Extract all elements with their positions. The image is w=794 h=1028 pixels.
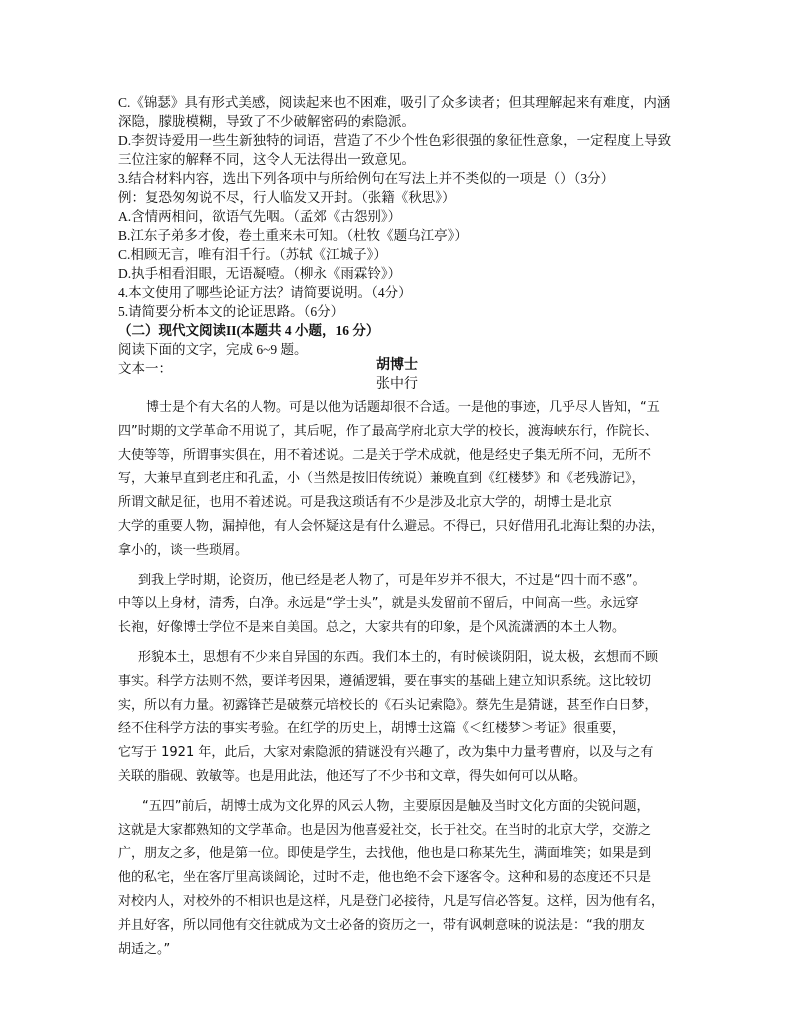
article-line: 他的私宅，坐在客厅里高谈阔论，过时不走，他也绝不会下逐客令。这种和易的态度还不只是 bbox=[118, 870, 652, 886]
article-line: 胡适之。” bbox=[118, 941, 171, 957]
article-line: 四”时期的文学革命不用说了，其后呢，作了最高学府北京大学的校长，渡海峡东行，作院长、 bbox=[118, 423, 658, 439]
question-line: 深隐，朦胧模糊，导致了不少破解密码的索隐派。 bbox=[118, 114, 415, 129]
article-line: 形貌本土，思想有不少来自异国的东西。我们本土的，有时候谈阴阳，说太极，玄想而不顾 bbox=[138, 649, 659, 665]
article-line: 经不住科学方法的事实考验。在红学的历史上，胡博士这篇《＜红楼梦＞考证》很重要， bbox=[118, 721, 626, 737]
article-line: 这就是大家都熟知的文学革命。也是因为他喜爱社交，长于社交。在当时的北京大学，交游之 bbox=[118, 822, 652, 838]
question-line: 3.结合材料内容，选出下列各项中与所给例句在写法上并不类似的一项是（）（3分） bbox=[118, 171, 615, 186]
article-line: 大使等等，所谓事实俱在，用不着述说。二是关于学术成就，他是经史子集无所不问，无所不 bbox=[118, 447, 652, 463]
question-line: B.江东子弟多才俊，卷土重来未可知。（杜牧《题乌江亭》） bbox=[118, 228, 468, 243]
question-line: 例：复恐匆匆说不尽，行人临发又开封。（张籍《秋思》） bbox=[118, 190, 456, 205]
question-line: D.执手相看泪眼，无语凝噎。（柳永《雨霖铃》） bbox=[118, 266, 402, 281]
article-line: “五四”前后，胡博士成为文化界的风云人物，主要原因是触及当时文化方面的尖锐问题， bbox=[142, 798, 650, 814]
article-title: 胡博士 bbox=[376, 358, 418, 373]
article-line: 所谓文献足征，也用不着述说。可是我这琐话有不少是涉及北京大学的，胡博士是北京 bbox=[118, 495, 613, 511]
question-line: C.《锦瑟》具有形式美感，阅读起来也不困难，吸引了众多读者；但其理解起来有难度，内涵 bbox=[118, 95, 671, 110]
article-line: 博士是个有大名的人物。可是以他为话题却很不合适。一是他的事迹，几乎尽人皆知，“五 bbox=[146, 400, 660, 415]
article-line: 关联的脂砚、敦敏等。也是用此法，他还写了不少书和文章，得失如何可以从略。 bbox=[118, 768, 587, 784]
question-line: C.相顾无言，唯有泪千行。（苏轼《江城子》） bbox=[118, 247, 387, 262]
text-label: 文本一： bbox=[118, 361, 172, 376]
article-line: 它写于 1921 年，此后，大家对索隐派的猜谜没有兴趣了，改为集中力量考曹府，以及与之有 bbox=[118, 745, 654, 761]
article-line: 到我上学时期，论资历，他已经是老人物了，可是年岁并不很大，不过是“四十而不惑”。 bbox=[138, 572, 646, 588]
question-line: 4.本文使用了哪些论证方法？请简要说明。（4分） bbox=[118, 285, 412, 300]
question-line: A.含情两相问，欲语气先咽。（孟郊《古怨别》） bbox=[118, 209, 402, 224]
article-line: 实，所以有力量。初露锋芒是破蔡元培校长的《石头记索隐》。蔡先生是猜谜，甚至作白日梦， bbox=[118, 697, 658, 713]
article-author: 张中行 bbox=[376, 377, 418, 392]
question-line: 三位注家的解释不同，这令人无法得出一致意见。 bbox=[118, 152, 415, 167]
article-line: 事实。科学方法则不然，要详考因果，遵循逻辑，要在事实的基础上建立知识系统。这比较切 bbox=[118, 673, 652, 689]
article-line: 中等以上身材，清秀，白净。永远是“学士头”，就是头发留前不留后，中间高一些。永远穿 bbox=[118, 596, 639, 612]
questions-block bbox=[118, 93, 698, 378]
article-line: 写，大兼早直到老庄和孔孟，小（当然是按旧传统说）兼晚直到《红楼梦》和《老残游记》， bbox=[118, 471, 645, 487]
question-line: D.李贺诗爱用一些生新独特的词语，营造了不少个性色彩很强的象征性意象，一定程度上导致 bbox=[118, 133, 672, 148]
article-line: 对校内人，对校外的不相识也是这样，凡是登门必接待，凡是写信必答复。这样，因为他有名， bbox=[118, 893, 665, 909]
instruction-line: 阅读下面的文字，完成 6~9 题。 bbox=[118, 342, 308, 357]
article-line: 并且好客，所以同他有交往就成为文士必备的资历之一，带有讽刺意味的说法是：“我的朋友 bbox=[118, 917, 645, 933]
section-heading: （二）现代文阅读II(本题共 4 小题，16 分） bbox=[118, 323, 380, 338]
article-line: 大学的重要人物，漏掉他，有人会怀疑这是有什么避忌。不得已，只好借用孔北海让梨的办法， bbox=[118, 518, 665, 534]
article-line: 长袍，好像博士学位不是来自美国。总之，大家共有的印象，是个风流潇洒的本土人物。 bbox=[118, 620, 626, 636]
question-line: 5.请简要分析本文的论证思路。（6分） bbox=[118, 304, 345, 319]
article-body bbox=[118, 396, 698, 961]
article-line: 拿小的，谈一些琐屑。 bbox=[118, 542, 249, 558]
article-line: 广，朋友之多，他是第一位。即使是学生，去找他，他也是口称某先生，满面堆笑；如果是到 bbox=[118, 846, 652, 862]
